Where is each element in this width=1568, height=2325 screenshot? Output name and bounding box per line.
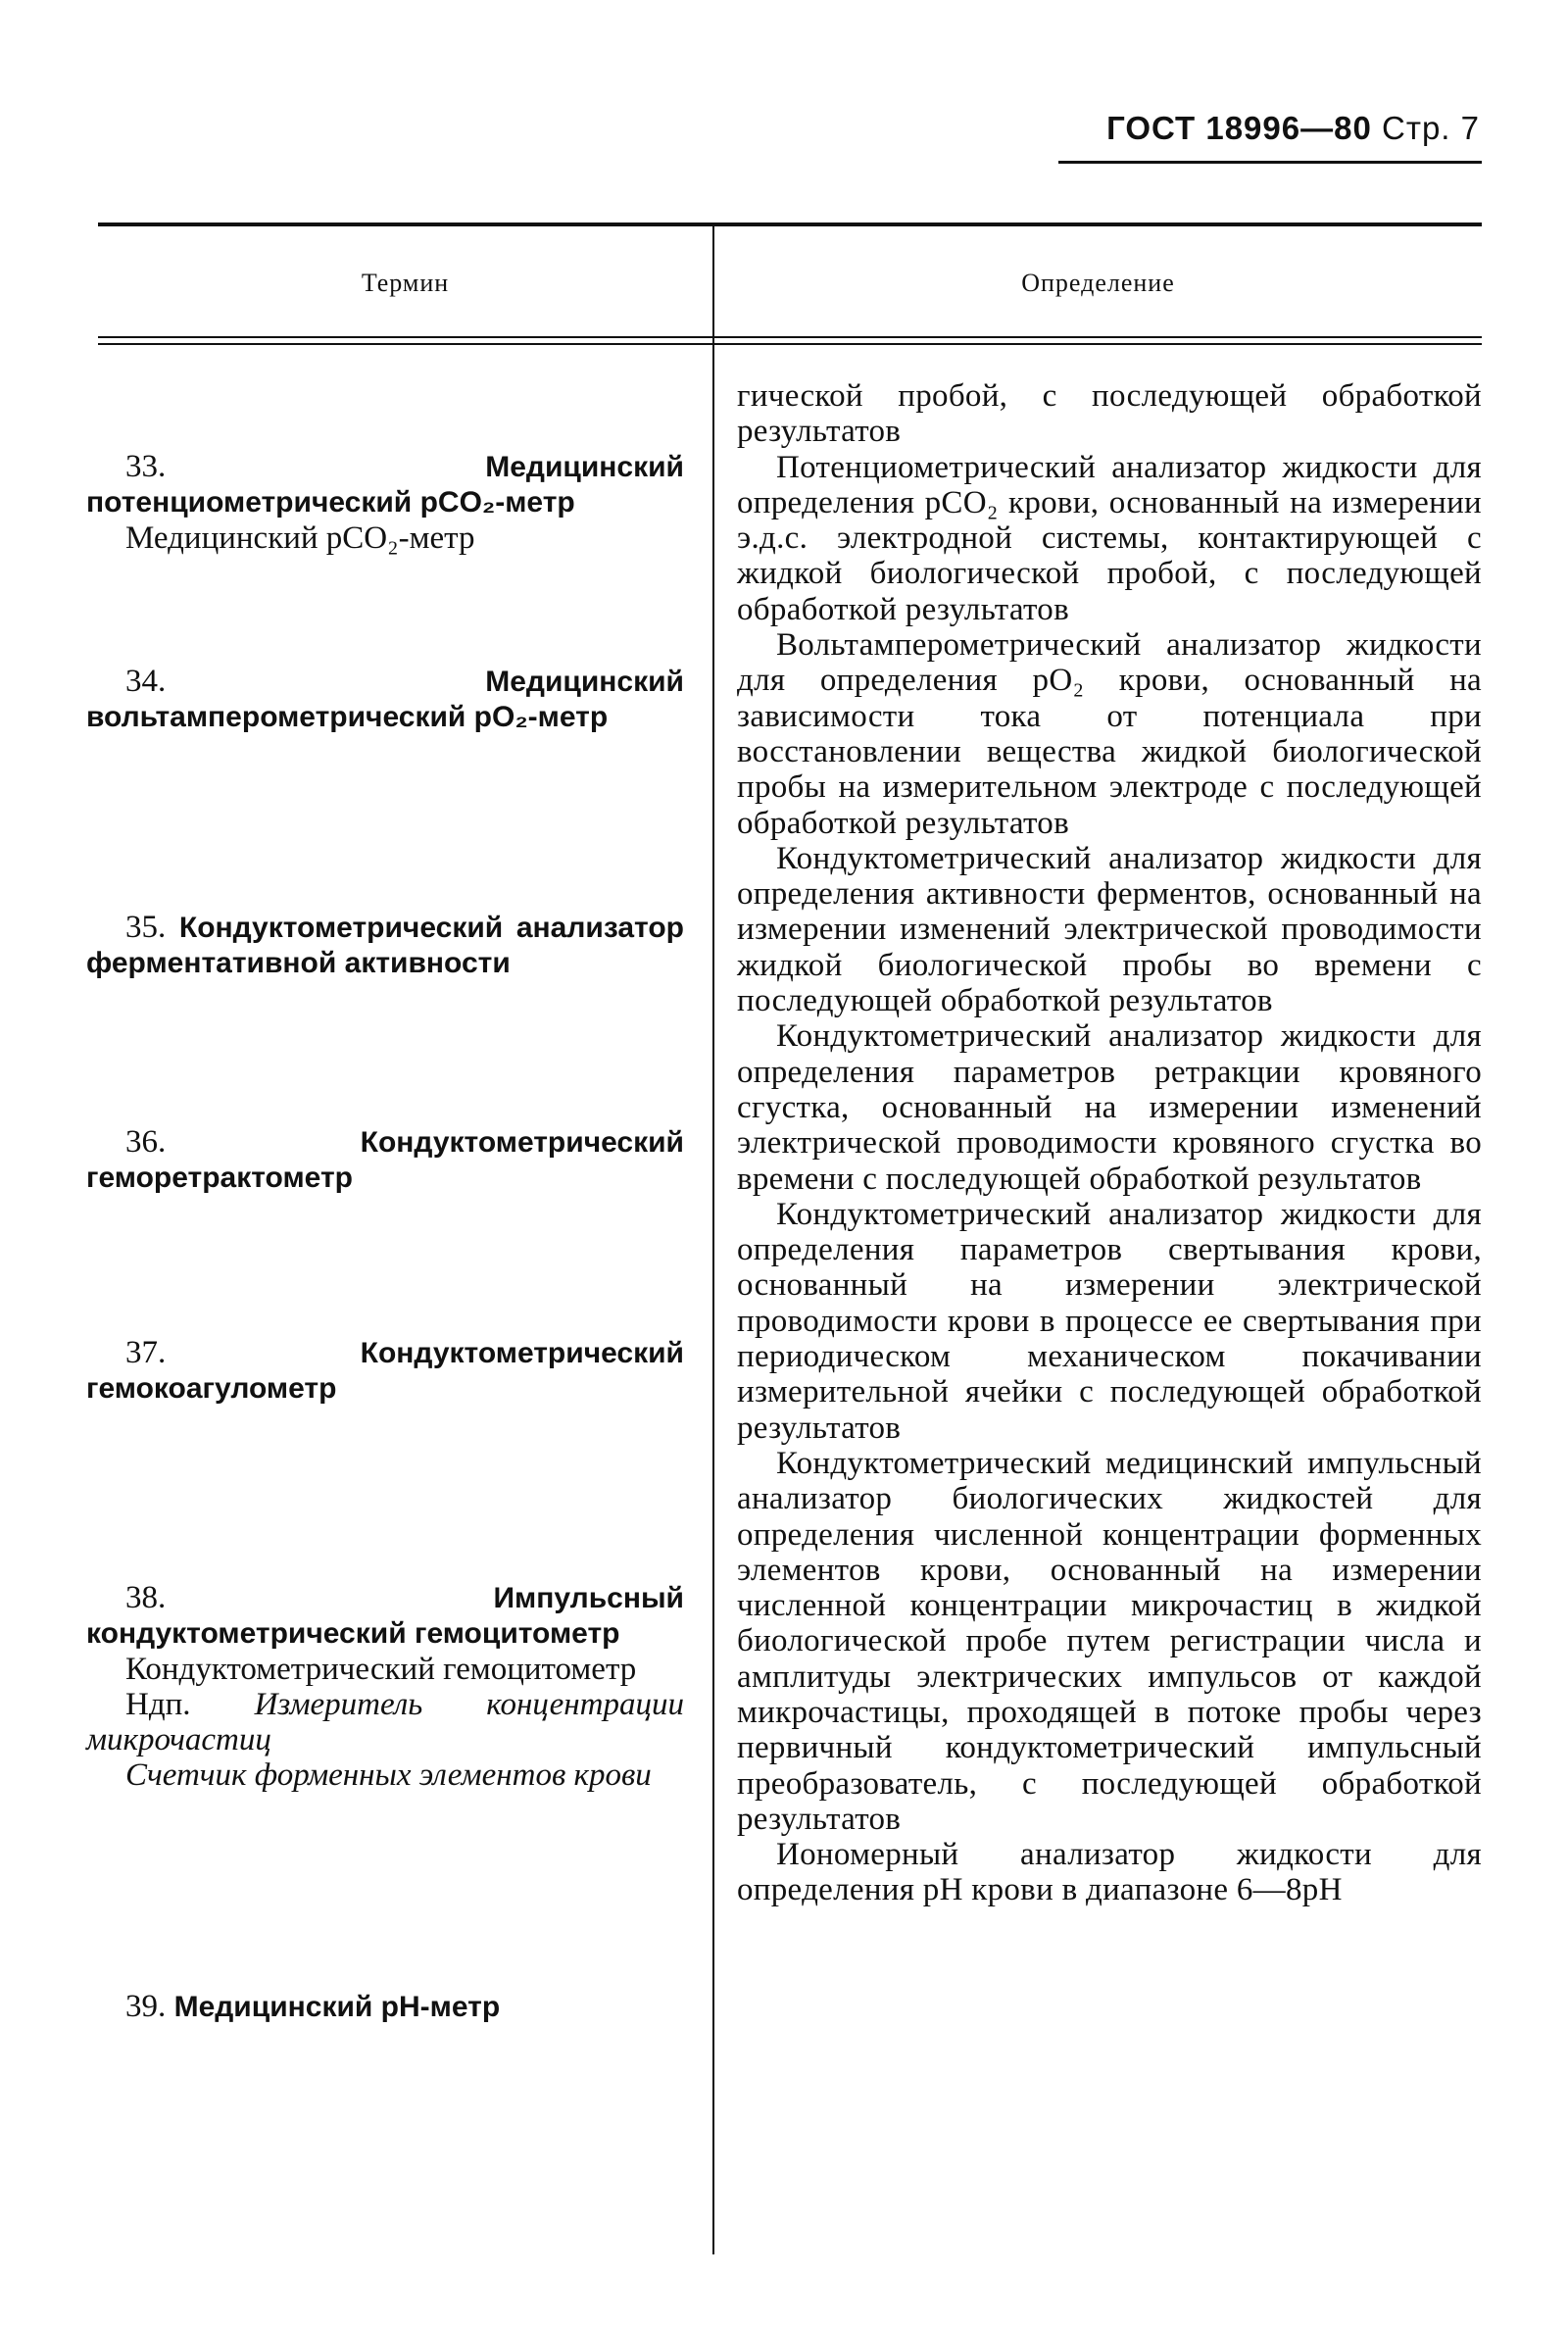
- page-number: Стр. 7: [1382, 110, 1480, 146]
- header-row-rule-double: [98, 343, 1482, 345]
- term-entry-38: [86, 1580, 684, 1793]
- term-title: 36. Кондуктометрический геморетрактометр: [86, 1124, 684, 1194]
- header-rule: [1058, 161, 1482, 164]
- term-deprecated-2: Счетчик форменных элементов крови: [125, 1757, 652, 1793]
- term-title: 39. Медицинский pH-метр: [125, 1989, 501, 2024]
- column-header-term: Термин: [361, 269, 450, 297]
- term-title: 34. Медицинский вольтамперометрический pO₂-метр: [86, 664, 684, 733]
- term-deprecated: Ндп. Измеритель концентрации микрочастиц: [86, 1687, 684, 1757]
- table-top-rule: [98, 223, 1482, 226]
- column-header-definition: Определение: [1021, 269, 1175, 297]
- definition-continuation: гической пробой, с последующей обработкой результатов: [737, 378, 1482, 450]
- page-header: [1106, 110, 1480, 147]
- term-synonym: Медицинский pCO₂-метр: [125, 520, 475, 556]
- definition-35: Кондуктометрический анализатор жидкости для определения активности ферментов, основанный на измерении изменений электрической проводимости жидкой биологической пробы во времени с последующей обработкой результатов: [737, 840, 1482, 1019]
- definition-37: Кондуктометрический анализатор жидкости для определения параметров свертывания крови, основанный на измерении электрической проводимости крови в процессе ее свертывания при периодическом механическом покачивании измерительной ячейки с последующей обработкой результатов: [737, 1196, 1482, 1446]
- definition-38: Кондуктометрический медицинский импульсный анализатор биологических жидкостей для определения численной концентрации форменных элементов крови, основанный на измерении численной концентрации микрочастиц в жидкой биологической пробе путем регистрации числа и амплитуды электрических импульсов от каждой микрочастицы, проходящей в потоке пробы через первичный кондуктометрический импульсный преобразователь, с последующей обработкой результатов: [737, 1445, 1482, 1837]
- term-entry-39: [86, 1989, 684, 2025]
- term-synonym: Кондуктометрический гемоцитометр: [125, 1652, 637, 1687]
- term-entry-37: [86, 1335, 684, 1407]
- definition-39: Иономерный анализатор жидкости для определения pH крови в диапазоне 6—8pH: [737, 1837, 1482, 1908]
- term-title: 37. Кондуктометрический гемокоагулометр: [86, 1335, 684, 1405]
- term-entry-35: [86, 910, 684, 981]
- term-title: 33. Медицинский потенциометрический pCO₂-метр: [86, 449, 684, 519]
- definition-34: Вольтамперометрический анализатор жидкости для определения pO₂ крови, основанный на зависимости тока от потенциала при восстановлении вещества жидкой биологической пробы на измерительном электроде с последующей обработкой результатов: [737, 627, 1482, 841]
- definition-36: Кондуктометрический анализатор жидкости для определения параметров ретракции кровяного сгустка, основанный на измерении изменений электрической проводимости кровяного сгустка во времени с последующей обработкой результатов: [737, 1018, 1482, 1197]
- term-entry-33: [86, 449, 684, 556]
- term-title: 35. Кондуктометрический анализатор ферментативной активности: [86, 910, 684, 979]
- definitions-column: [737, 378, 1482, 1908]
- standard-number: ГОСТ 18996—80: [1106, 110, 1372, 146]
- column-divider: [712, 225, 714, 2254]
- term-title: 38. Импульсный кондуктометрический гемоцитометр: [86, 1580, 684, 1650]
- term-entry-36: [86, 1124, 684, 1196]
- term-entry-34: [86, 664, 684, 735]
- header-row-rule: [98, 336, 1482, 338]
- definition-33: Потенциометрический анализатор жидкости для определения pCO₂ крови, основанный на измерении э.д.с. электродной системы, контактирующей с жидкой биологической пробой, с последующей обработкой результатов: [737, 449, 1482, 627]
